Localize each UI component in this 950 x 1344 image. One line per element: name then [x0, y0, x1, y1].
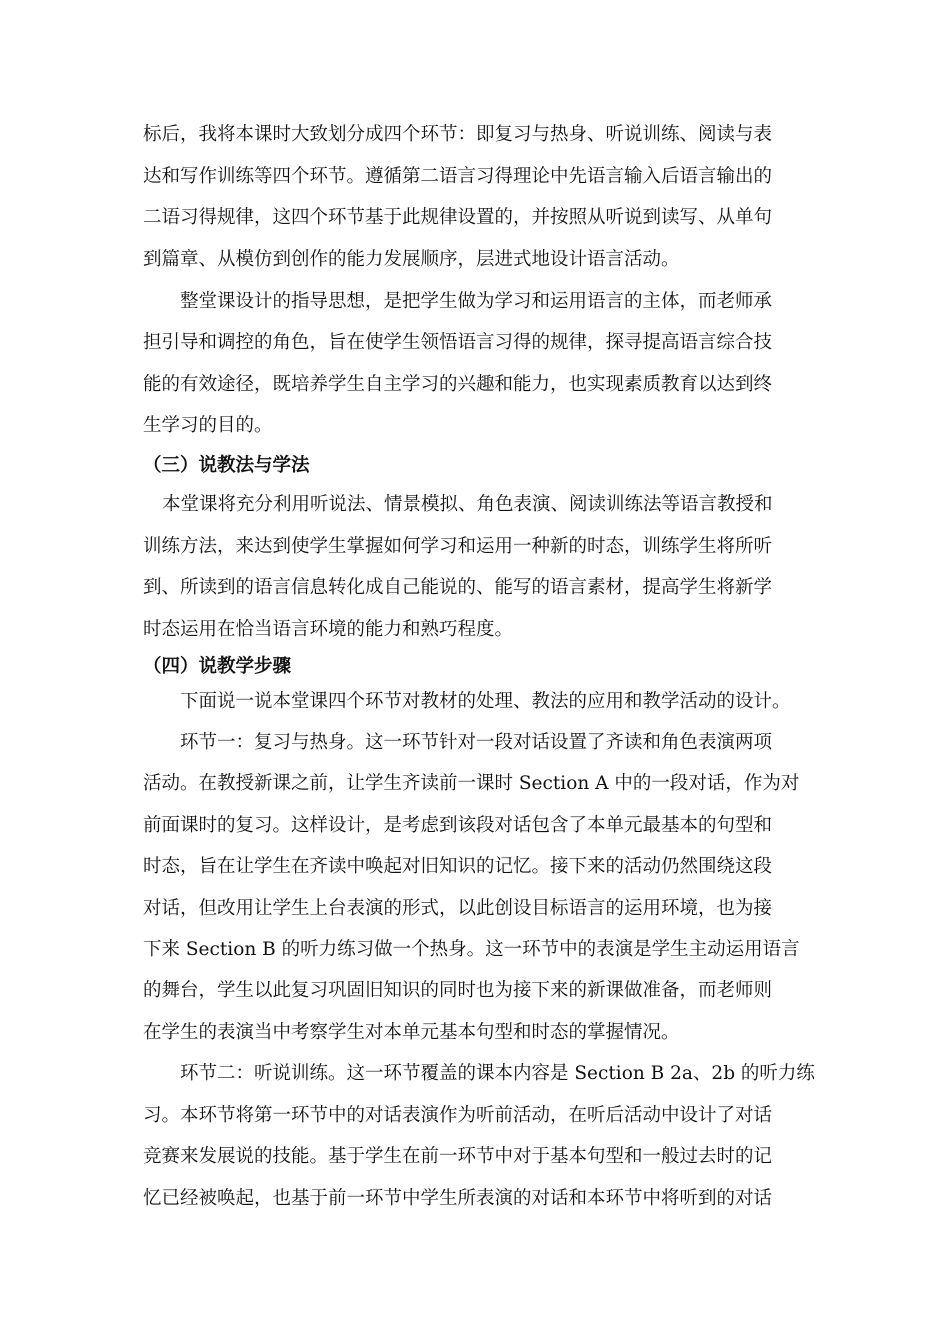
- paragraph-3-line: 本堂课将充分利用听说法、情景模拟、角色表演、阅读训练法等语言教授和: [162, 494, 773, 515]
- paragraph-5-line: 对话，但改用让学生上台表演的形式，以此创设目标语言的运用环境，也为接: [143, 898, 773, 919]
- paragraph-1-line: 二语习得规律，这四个环节基于此规律设置的，并按照从听说到读写、从单句: [143, 207, 773, 228]
- paragraph-6-line: 习。本环节将第一环节中的对话表演作为听前活动，在听后活动中设计了对话: [143, 1105, 773, 1126]
- paragraph-2-line: 担引导和调控的角色，旨在使学生领悟语言习得的规律，探寻提高语言综合技: [143, 332, 773, 353]
- paragraph-2-line: 生学习的目的。: [143, 415, 273, 436]
- paragraph-5-line: 环节一：复习与热身。这一环节针对一段对话设置了齐读和角色表演两项: [180, 732, 773, 753]
- paragraph-6-line: 环节二：听说训练。这一环节覆盖的课本内容是 Section B 2a、2b 的听力练: [180, 1063, 815, 1084]
- paragraph-1-line: 标后，我将本课时大致划分成四个环节：即复习与热身、听说训练、阅读与表: [143, 124, 773, 145]
- paragraph-3-line: 训练方法，来达到使学生掌握如何学习和运用一种新的时态，训练学生将所听: [143, 536, 773, 557]
- section-heading-4: （四）说教学步骤: [143, 656, 292, 677]
- paragraph-5-line: 下来 Section B 的听力练习做一个热身。这一环节中的表演是学生主动运用语言: [143, 939, 800, 960]
- paragraph-5-line: 在学生的表演当中考察学生对本单元基本句型和时态的掌握情况。: [143, 1022, 680, 1043]
- paragraph-1-line: 达和写作训练等四个环节。遵循第二语言习得理论中先语言输入后语言输出的: [143, 166, 773, 187]
- paragraph-5-line: 前面课时的复习。这样设计，是考虑到该段对话包含了本单元最基本的句型和: [143, 815, 773, 836]
- paragraph-2-line: 能的有效途径，既培养学生自主学习的兴趣和能力，也实现素质教育以达到终: [143, 374, 773, 395]
- paragraph-5-line: 的舞台，学生以此复习巩固旧知识的同时也为接下来的新课做准备，而老师则: [143, 980, 773, 1001]
- section-heading-3: （三）说教法与学法: [143, 455, 310, 476]
- paragraph-6-line: 忆已经被唤起，也基于前一环节中学生所表演的对话和本环节中将听到的对话: [143, 1188, 773, 1209]
- paragraph-3-line: 到、所读到的语言信息转化成自己能说的、能写的语言素材，提高学生将新学: [143, 577, 773, 598]
- paragraph-4-line: 下面说一说本堂课四个环节对教材的处理、教法的应用和教学活动的设计。: [180, 691, 791, 712]
- paragraph-2-line: 整堂课设计的指导思想，是把学生做为学习和运用语言的主体，而老师承: [180, 291, 773, 312]
- paragraph-6-line: 竞赛来发展说的技能。基于学生在前一环节中对于基本句型和一般过去时的记: [143, 1146, 773, 1167]
- paragraph-1-line: 到篇章、从模仿到创作的能力发展顺序，层进式地设计语言活动。: [143, 249, 680, 270]
- paragraph-5-line: 时态，旨在让学生在齐读中唤起对旧知识的记忆。接下来的活动仍然围绕这段: [143, 856, 773, 877]
- paragraph-5-line: 活动。在教授新课之前，让学生齐读前一课时 Section A 中的一段对话，作为对: [143, 773, 800, 794]
- paragraph-3-line: 时态运用在恰当语言环境的能力和熟巧程度。: [143, 619, 514, 640]
